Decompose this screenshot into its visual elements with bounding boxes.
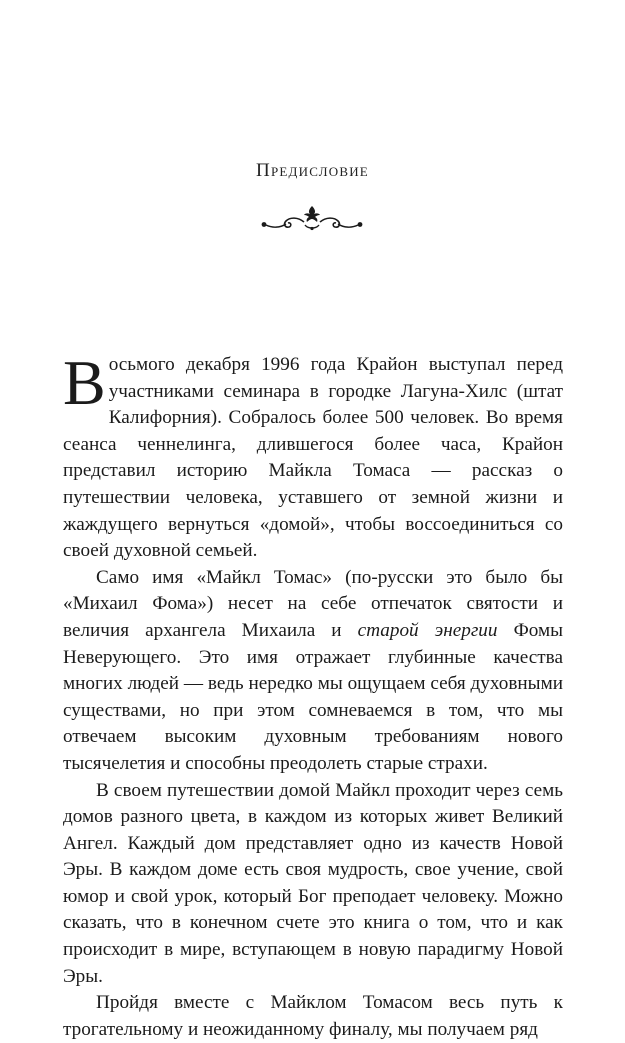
- paragraph-2-text-a: Само имя «Майкл Томас» (по-русски это было бы «Михаил Фома») несет на себе отпечаток святости и величия архангела Михаила и: [63, 566, 563, 641]
- chapter-title: Предисловие: [256, 160, 369, 181]
- paragraph-2-italic: старой энергии: [357, 619, 498, 641]
- ornament-divider-icon: [258, 203, 366, 233]
- paragraph-1-text: осьмого декабря 1996 года Крайон выступал перед участниками семинара в городке Лагуна-Хилс (штат Калифорния). Собралось более 500 человек. Во время сеанса ченнелинга, длившегося более часа, Крайон представил историю Майкла Томаса — рассказ о путешествии человека, уставшего от земной жизни и жаждущего вернуться «домой», чтобы воссоединиться со своей духовной семьей.: [63, 354, 563, 562]
- paragraph-4: Пройдя вместе с Майклом Томасом весь путь к трогательному и неожиданному финалу, мы получаем ряд: [63, 992, 563, 1040]
- paragraph-1: [63, 347, 563, 565]
- paragraph-2: [63, 565, 563, 778]
- paragraph-3: В своем путешествии домой Майкл проходит через семь домов разного цвета, в каждом из которых живет Великий Ангел. Каждый дом представляет одно из качеств Новой Эры. В каждом доме есть своя мудрость, свое учение, свой юмор и свой урок, который Бог преподает человеку. Можно сказать, что в конечном счете это книга о том, что и как происходит в мире, вступающем в новую парадигму Новой Эры.: [63, 779, 563, 987]
- paragraph-2-text-b: Фомы Неверующего. Это имя отражает глубинные качества многих людей — ведь нередко мы ощущаем себя духовными существами, но при этом сомневаемся в том, что мы отвечаем высоким духовным требованиям нового тысячелетия и способны преодолеть старые страхи.: [63, 619, 564, 774]
- drop-cap: В: [63, 347, 106, 418]
- body-text: [63, 347, 564, 1043]
